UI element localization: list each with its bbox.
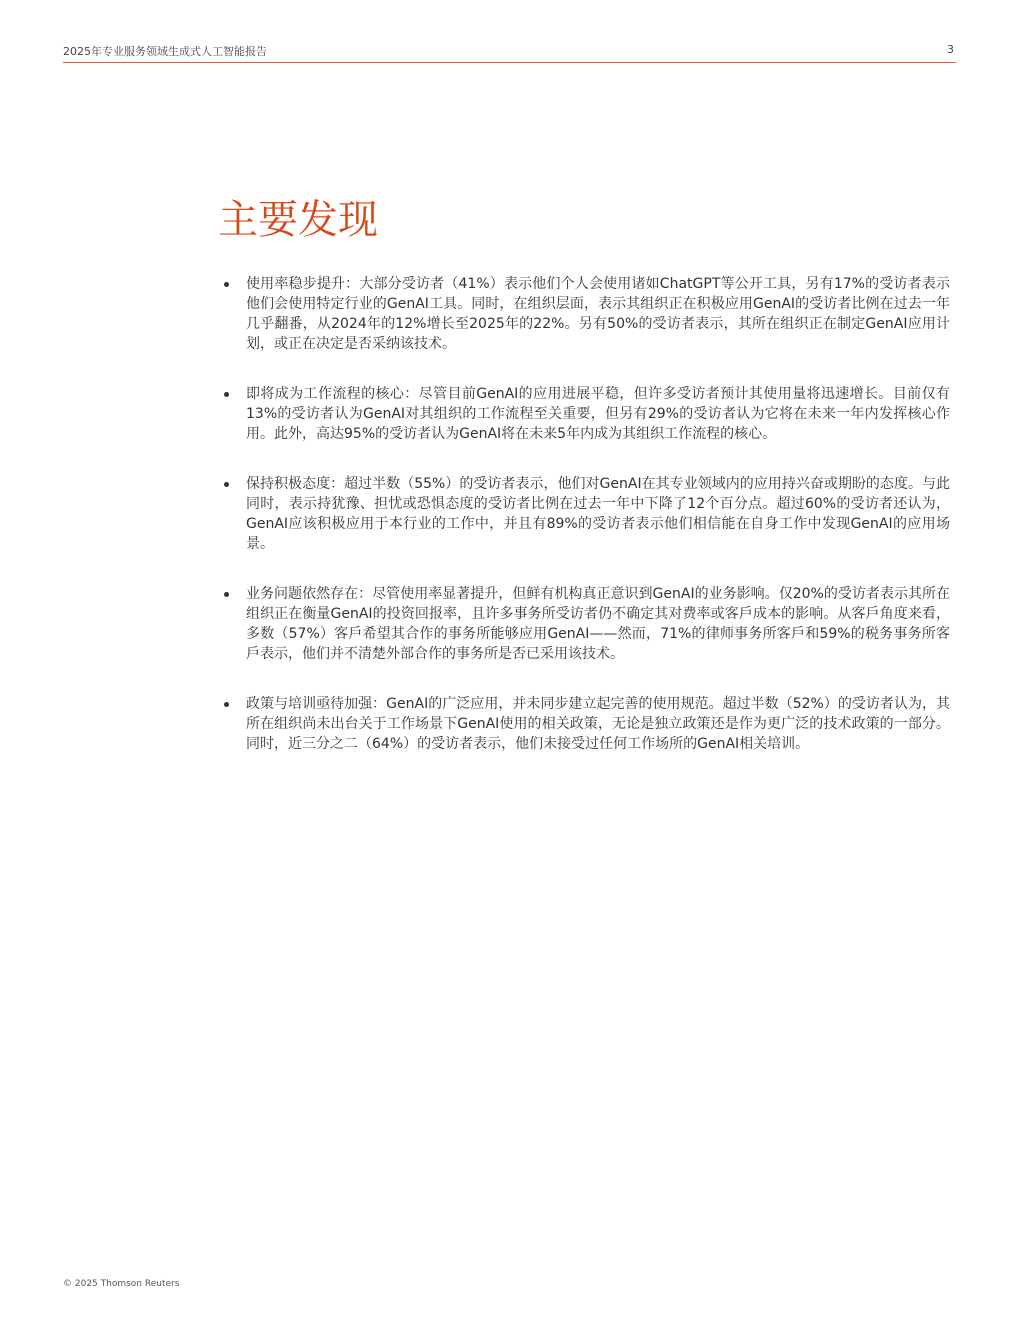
list-item — [222, 584, 950, 664]
page-number: 3 — [947, 43, 954, 56]
list-item — [222, 274, 950, 354]
report-title: 2025年专业服务领域生成式人工智能报告 — [63, 45, 267, 58]
list-item — [222, 474, 950, 554]
finding-text: 保持积极态度：超过半数（55%）的受访者表示，他们对GenAI在其专业领域内的应用持兴奋或期盼的态度。与此同时，表示持犹豫、担忧或恐惧态度的受访者比例在过去一年中下降了12个百分点。超过60%的受访者还认为，GenAI应该积极应用于本行业的工作中，并且有89%的受访者表示他们相信能在自身工作中发现GenAI的应用场景。 — [246, 476, 950, 552]
bullet-icon — [224, 282, 229, 287]
key-findings-list — [222, 274, 950, 784]
copyright-footer: © 2025 Thomson Reuters — [63, 1279, 180, 1289]
bullet-icon — [224, 482, 229, 487]
bullet-icon — [224, 702, 229, 707]
section-title: 主要发现 — [218, 197, 378, 243]
list-item — [222, 384, 950, 444]
bullet-icon — [224, 592, 229, 597]
finding-text: 使用率稳步提升：大部分受访者（41%）表示他们个人会使用诸如ChatGPT等公开工具，另有17%的受访者表示他们会使用特定行业的GenAI工具。同时，在组织层面，表示其组织正在积极应用GenAI的受访者比例在过去一年几乎翻番，从2024年的12%增长至2025年的22%。另有50%的受访者表示，其所在组织正在制定GenAI应用计划，或正在决定是否采纳该技术。 — [246, 276, 950, 352]
finding-text: 即将成为工作流程的核心：尽管目前GenAI的应用进展平稳，但许多受访者预计其使用量将迅速增长。目前仅有13%的受访者认为GenAI对其组织的工作流程至关重要，但另有29%的受访者认为它将在未来一年内发挥核心作用。此外，高达95%的受访者认为GenAI将在未来5年内成为其组织工作流程的核心。 — [246, 386, 950, 442]
finding-text: 业务问题依然存在：尽管使用率显著提升，但鲜有机构真正意识到GenAI的业务影响。仅20%的受访者表示其所在组织正在衡量GenAI的投资回报率，且许多事务所受访者仍不确定其对费率或客戶成本的影响。从客戶角度来看，多数（57%）客戶希望其合作的事务所能够应用GenAI——然而，71%的律师事务所客戶和59%的税务事务所客戶表示，他们并不清楚外部合作的事务所是否已采用该技术。 — [246, 586, 950, 662]
bullet-icon — [224, 392, 229, 397]
finding-text: 政策与培训亟待加强：GenAI的广泛应用，并未同步建立起完善的使用规范。超过半数（52%）的受访者认为，其所在组织尚未出台关于工作场景下GenAI使用的相关政策，无论是独立政策还是作为更广泛的技术政策的一部分。同时，近三分之二（64%）的受访者表示，他们未接受过任何工作场所的GenAI相关培训。 — [246, 696, 950, 752]
page-header — [63, 41, 956, 63]
list-item — [222, 694, 950, 754]
